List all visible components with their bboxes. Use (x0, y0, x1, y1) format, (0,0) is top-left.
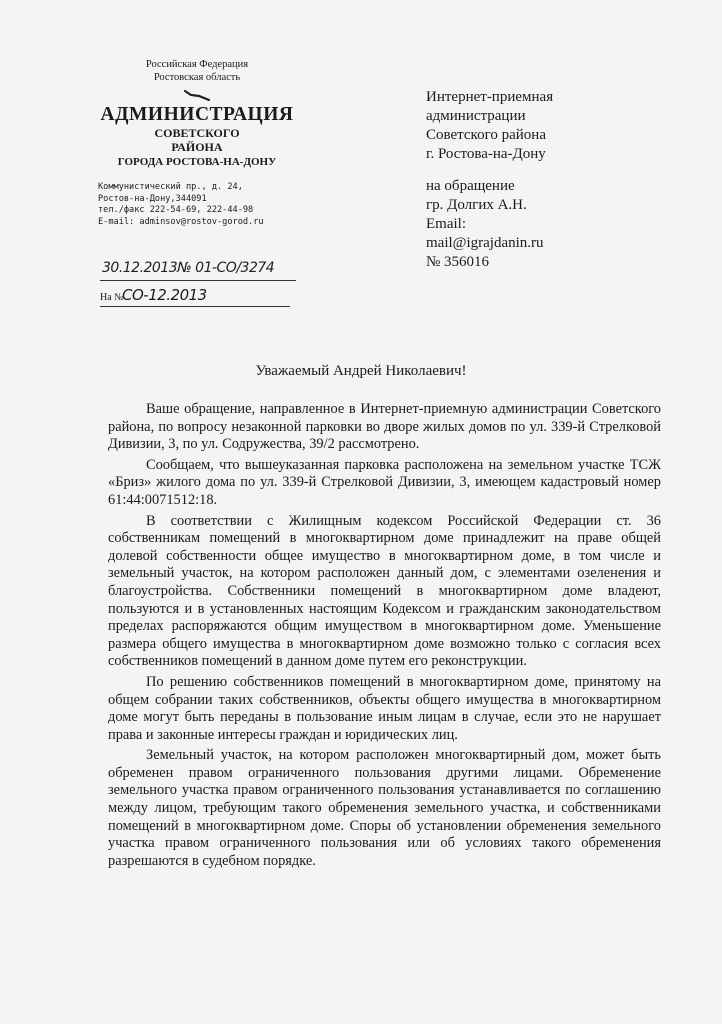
recipient-line-4: г. Ростова-на-Дону (426, 146, 546, 162)
incoming-label: На № (100, 292, 124, 303)
org-line-2: РАЙОНА (171, 140, 223, 154)
incoming-number: СО-12.2013 (122, 286, 207, 304)
body-paragraph-5: Земельный участок, на котором расположен многоквартирный дом, может быть обременен правом ограниченного пользования другими лицами. Обременение земельного участка правом ограниченного пользования устанавливается по соглашению между лицом, требующим такого обременения земельного участка, и собственниками помещений в многоквартирном доме. Споры об установлении обременения земельного участка правом ограниченного пользования или об условиях такого обременения разрешаются в судебном порядке. (108, 747, 661, 869)
org-title: АДМИНИСТРАЦИЯ (100, 104, 294, 125)
appeal-number: № 356016 (426, 254, 490, 270)
body-paragraph-2: Сообщаем, что вышеуказанная парковка расположена на земельном участке ТСЖ «Бриз» жилого дома по ул. 339-й Стрелковой Дивизии, 3, имеющем кадастровый номер 61:44:0071512:18. (108, 456, 661, 508)
body-paragraph-1: Ваше обращение, направленное в Интернет-приемную администрации Советского района, по вопросу незаконной парковки во дворе жилых домов по ул. 339-й Стрелковой Дивизии, 3, по ул. Содружества, 39/2 рассмотрено. (108, 401, 661, 453)
letterhead-region: Ростовская область (153, 72, 241, 83)
recipient-line-5: на обращение (426, 178, 515, 194)
org-contacts (92, 182, 302, 228)
email-line: E-mail: adminsov@rostov-gorod.ru (98, 216, 264, 227)
address-line-1: Коммунистический пр., д. 24, (98, 182, 243, 192)
body-paragraph-4: По решению собственников помещений в многоквартирном доме, принятому на общем собрании таких собственников, объекты общего имущества в многоквартирном доме могут быть переданы в пользование иным лицам в случае, если это не нарушает права и законные интересы граждан и юридических лиц. (108, 673, 661, 743)
letterhead (92, 58, 302, 228)
recipient-line-3: Советского района (426, 127, 546, 143)
salutation: Уважаемый Андрей Николаевич! (255, 363, 467, 379)
incoming-registration (100, 286, 290, 307)
recipient-line-6: гр. Долгих А.Н. (426, 197, 527, 213)
body-paragraph-3: В соответствии с Жилищным кодексом Российской Федерации ст. 36 собственникам помещений в многоквартирном доме принадлежит на праве общей долевой собственности общее имущество в многоквартирном доме, в том числе и земельный участок, на котором расположен данный дом, с элементами озеленения и благоустройства. Собственники помещений в многоквартирном доме владеют, пользуются и в установленных настоящим Кодексом и гражданским законодательством пределах распоряжаются общим имуществом в многоквартирном доме. Уменьшение размера общего имущества в многоквартирном доме возможно только с согласия всех собственников помещений в данном доме путем его реконструкции. (108, 512, 661, 670)
letterhead-country: Российская Федерация (145, 59, 249, 70)
emblem-mark-icon (177, 88, 217, 102)
recipient-email: mail@igrajdanin.ru (426, 235, 544, 251)
letter-body (108, 401, 661, 873)
outgoing-number: 30.12.2013№ 01-СО/3274 (102, 260, 275, 276)
recipient-line-1: Интернет-приемная (426, 89, 554, 105)
phone-line: тел./факс 222-54-69, 222-44-98 (98, 205, 254, 215)
outgoing-registration (100, 258, 296, 281)
address-line-2: Ростов-на-Дону,344091 (98, 193, 207, 204)
org-line-1: СОВЕТСКОГО (154, 126, 240, 140)
recipient-line-2: администрации (426, 108, 526, 124)
recipient-block (426, 88, 686, 272)
recipient-line-7: Email: (426, 216, 466, 232)
org-line-3: ГОРОДА РОСТОВА-НА-ДОНУ (117, 156, 277, 168)
